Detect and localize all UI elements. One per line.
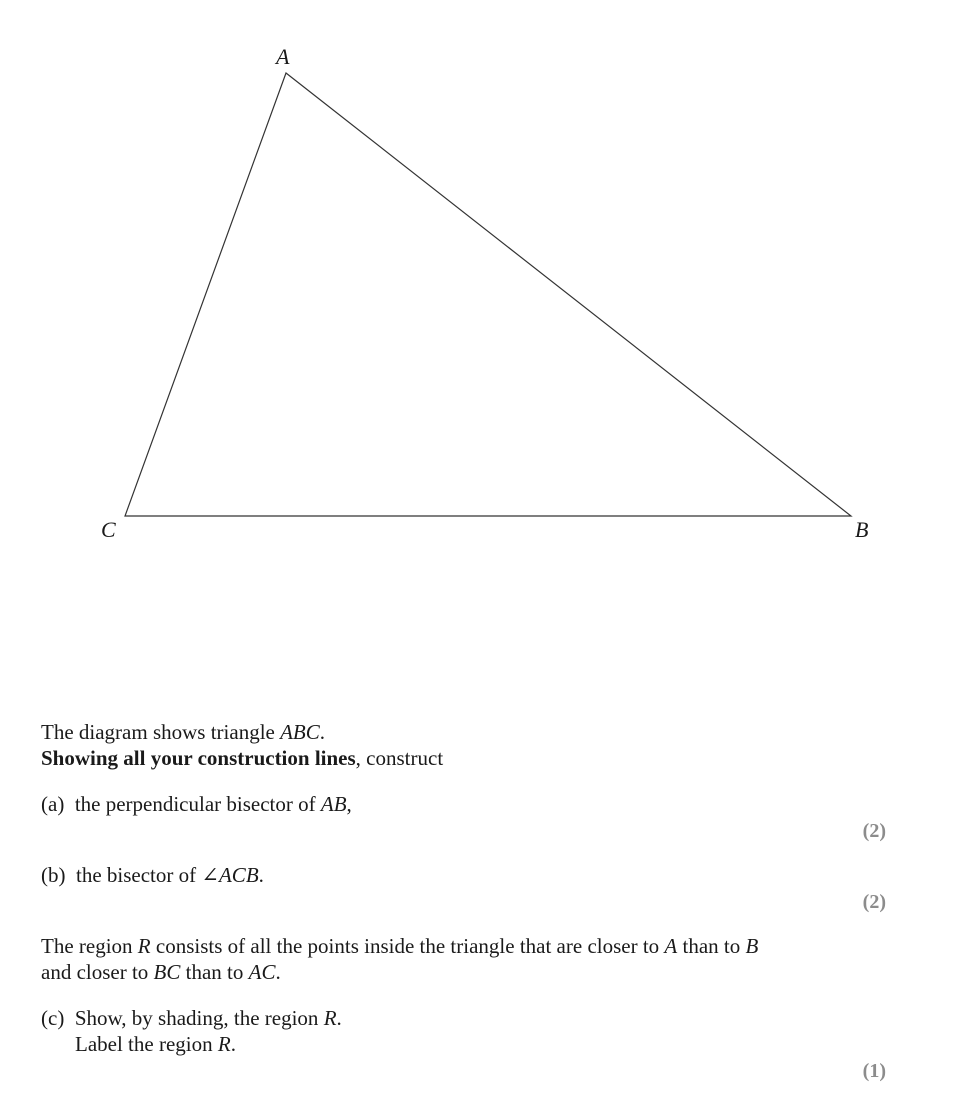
marks-part-b: (2) (862, 891, 886, 913)
region-description-line-2: and closer to BC than to AC. (41, 960, 281, 984)
intro-line-2: Showing all your construction lines, construct (41, 746, 444, 770)
vertex-label-b: B (855, 517, 869, 542)
vertex-label-a: A (276, 44, 290, 69)
vertex-label-c: C (101, 517, 116, 542)
question-part-c-line-2: Label the region R. (75, 1032, 236, 1056)
triangle-abc (125, 73, 851, 516)
marks-part-c: (1) (862, 1060, 886, 1082)
marks-part-a: (2) (862, 820, 886, 842)
question-part-a: (a) the perpendicular bisector of AB, (41, 792, 352, 816)
question-part-b: (b) the bisector of ∠ACB. (41, 863, 264, 887)
question-part-c: (c) Show, by shading, the region R. (41, 1006, 342, 1030)
intro-line-1: The diagram shows triangle ABC. (41, 720, 326, 744)
region-description-line-1: The region R consists of all the points inside the triangle that are closer to A than to B (41, 934, 759, 958)
